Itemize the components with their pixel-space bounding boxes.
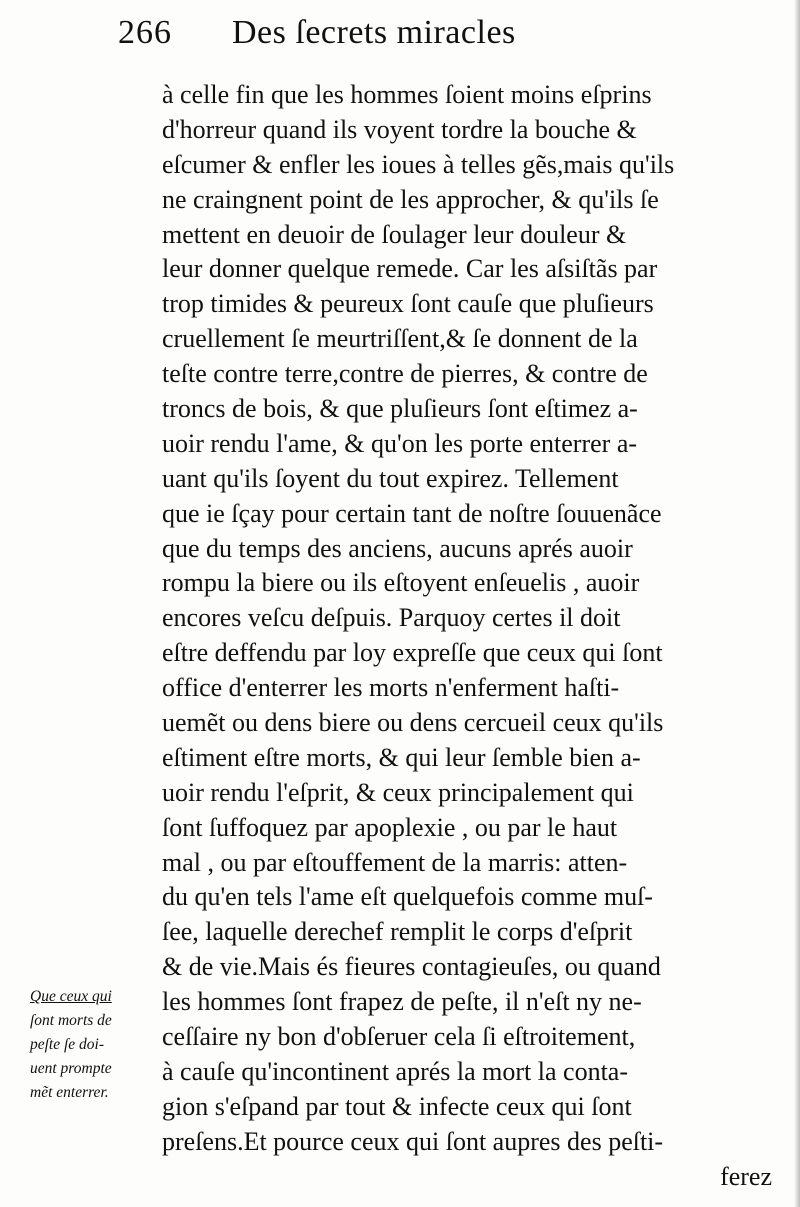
text-line: ſee, laquelle derechef remplit le corps d'eſprit [162,917,633,947]
text-line: ne craingnent point de les approcher, & qu'ils ſe [162,184,659,214]
text-line: uemẽt ou dens biere ou dens cercueil ceux qu'ils [162,708,664,738]
running-title: Des ſecrets miracles [232,14,516,51]
text-line: uoir rendu l'eſprit, & ceux principalement qui [162,777,634,807]
text-line: d'horreur quand ils voyent tordre la bouche & [162,114,637,144]
text-line: troncs de bois, & que pluſieurs ſont eſtimez a- [162,394,638,424]
text-line: eſcumer & enfler les ioues à telles gẽs,mais qu'ils [162,149,675,179]
text-line: office d'enterrer les morts n'enferment haſti- [162,673,620,703]
text-line: preſens.Et pource ceux qui ſont aupres des peſti- [162,1126,664,1156]
page-number: 266 [118,14,172,51]
text-line: teſte contre terre,contre de pierres, & contre de [162,359,648,389]
text-line: eſtiment eſtre morts, & qui leur ſemble bien a- [162,742,641,772]
marginal-note-line: peſte ſe doi- [30,1036,105,1053]
marginal-note-line: ſont morts de [30,1012,112,1029]
text-line: uant qu'ils ſoyent du tout expirez. Tellement [162,463,619,493]
catchword: ferez [720,1161,772,1191]
marginal-note-line: Que ceux qui [30,988,112,1005]
text-line: ſont ſuffoquez par apoplexie , ou par le haut [162,812,618,842]
text-line: & de vie.Mais és fieures contagieuſes, ou quand [162,952,661,982]
text-line: encores veſcu deſpuis. Parquoy certes il doit [162,603,621,633]
text-line: eſtre deffendu par loy expreſſe que ceux qui ſont [162,638,663,668]
text-line: leur donner quelque remede. Car les aſsiſtãs par [162,254,658,284]
text-line: ceſſaire ny bon d'obſeruer cela ſi eſtroitement, [162,1022,636,1052]
marginal-note-line: mẽt enterrer. [30,1084,109,1101]
page-header [118,14,516,52]
text-line: que ie ſçay pour certain tant de noſtre ſouuenãce [162,498,662,528]
text-line: cruellement ſe meurtriſſent,& ſe donnent de la [162,324,638,354]
marginal-note-line: uent prompte [30,1060,112,1077]
text-line: à celle fin que les hommes ſoient moins eſprins [162,80,652,109]
body-text [162,78,772,1195]
text-line: trop timides & peureux ſont cauſe que pluſieurs [162,289,654,319]
text-line: du qu'en tels l'ame eſt quelquefois comme muſ- [162,882,653,912]
marginal-note [30,985,170,1105]
page-edge-shadow [794,0,800,1207]
text-line: à cauſe qu'incontinent aprés la mort la conta- [162,1056,628,1086]
text-line: que du temps des anciens, aucuns aprés auoir [162,533,633,563]
text-line: gion s'eſpand par tout & infecte ceux qui ſont [162,1091,632,1121]
text-line: uoir rendu l'ame, & qu'on les porte enterrer a- [162,428,638,458]
text-line: mettent en deuoir de ſoulager leur douleur & [162,219,627,249]
text-line: mal , ou par eſtouffement de la marris: atten- [162,847,628,877]
text-line: rompu la biere ou ils eſtoyent enſeuelis , auoir [162,568,640,598]
text-line: les hommes ſont frapez de peſte, il n'eſt ny ne- [162,987,642,1017]
